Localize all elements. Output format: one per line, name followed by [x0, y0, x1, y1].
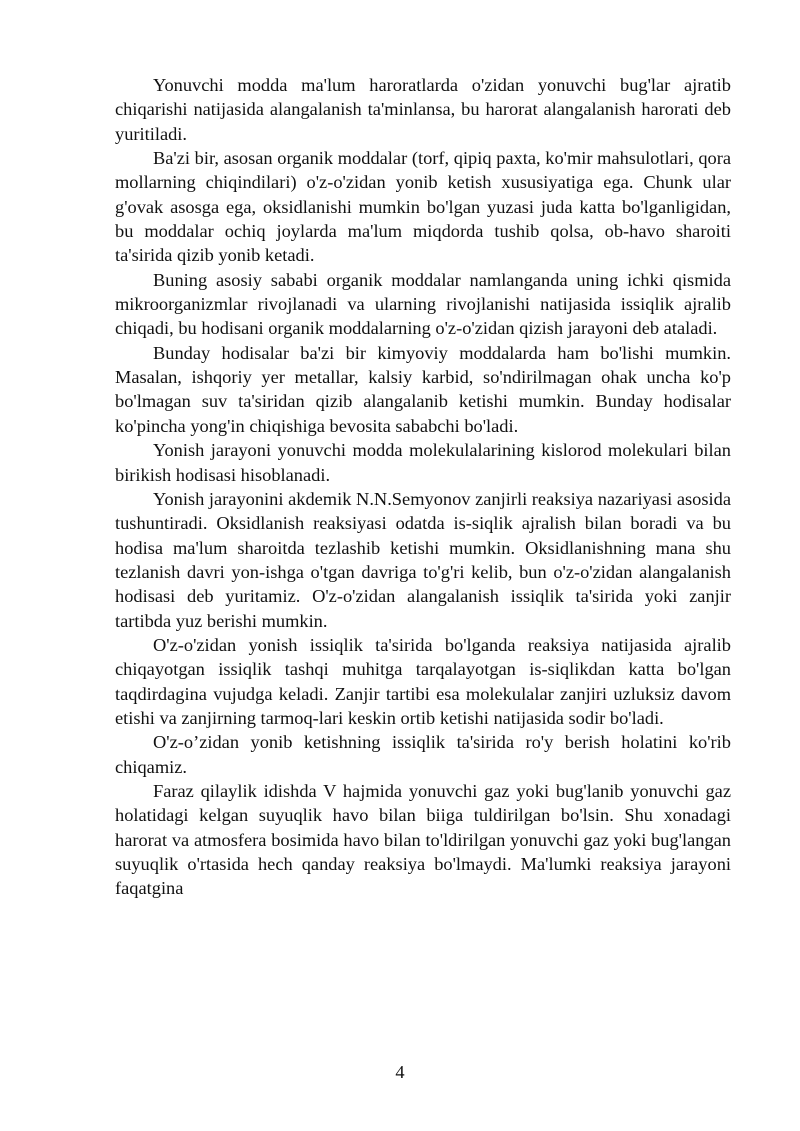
- page-body: [115, 73, 731, 901]
- page-number: 4: [395, 1062, 405, 1082]
- paragraph: Yonish jarayoni yonuvchi modda molekulalarining kislorod molekulari bilan birikish hodisasi hisoblanadi.: [115, 440, 731, 485]
- paragraph: Yonish jarayonini akdemik N.N.Semyonov zanjirli reaksiya nazariyasi asosida tushuntiradi. Oksidlanish reaksiyasi odatda is-siqlik ajralish bilan boradi va bu hodisa ma'lum sharoitda tezlashib ketishi mumkin. Oksidlanishning mana shu tezlanish davri yon-ishga o'tgan davriga to'g'ri kelib, bun o'z-o'zidan alangalanish hodisasi deb yuritamiz. O'z-o'zidan alangalanish issiqlik ta'sirida yoki zanjir tartibda yuz berishi mumkin.: [115, 488, 731, 631]
- paragraph: O'z-o'zidan yonish issiqlik ta'sirida bo'lganda reaksiya natijasida ajralib chiqayotgan issiqlik tashqi muhitga tarqalayotgan is-siqlikdan katta bo'lgan taqdirdagina vujudga keladi. Zanjir tartibi esa molekulalar zanjiri uzluksiz davom etishi va zanjirning tarmoq-lari keskin ortib ketishi natijasida sodir bo'ladi.: [115, 634, 731, 728]
- paragraph: O'z-o’zidan yonib ketishning issiqlik ta'sirida ro'y berish holatini ko'rib chiqamiz.: [115, 732, 731, 777]
- paragraph: Bunday hodisalar ba'zi bir kimyoviy moddalarda ham bo'lishi mumkin. Masalan, ishqoriy yer metallar, kalsiy karbid, so'ndirilmagan ohak uncha ko'p bo'lmagan suv ta'siridan qizib alangalanib ketishi mumkin. Bunday hodisalar ko'pincha yong'in chiqishiga bevosita sababchi bo'ladi.: [115, 342, 731, 436]
- paragraph: Yonuvchi modda ma'lum haroratlarda o'zidan yonuvchi bug'lar ajratib chiqarishi natijasida alangalanish ta'minlansa, bu harorat alangalanish harorati deb yuritiladi.: [115, 75, 731, 144]
- paragraph: Buning asosiy sababi organik moddalar namlanganda uning ichki qismida mikroorganizmlar rivojlanadi va ularning rivojlanishi natijasida issiqlik ajralib chiqadi, bu hodisani organik moddalarning o'z-o'zidan qizish jarayoni deb ataladi.: [115, 269, 731, 339]
- paragraph: Faraz qilaylik idishda V hajmida yonuvchi gaz yoki bug'lanib yonuvchi gaz holatidagi kelgan suyuqlik havo bilan biiga tuldirilgan bo'lsin. Shu xonadagi harorat va atmosfera bosimida havo bilan to'ldirilgan yonuvchi gaz yoki bug'langan suyuqlik o'rtasida hech qanday reaksiya bo'lmaydi. Ma'lumki reaksiya jarayoni faqatgina: [115, 780, 731, 899]
- paragraph: Ba'zi bir, asosan organik moddalar (torf, qipiq paxta, ko'mir mahsulotlari, qora mollarning chiqindilari) o'z-o'zidan yonib ketish xususiyatiga ega. Chunk ular g'ovak asosga ega, oksidlanishi mumkin bo'lgan yuzasi juda katta bo'lganligidan, bu moddalar ochiq joylarda ma'lum miqdorda tushib qolsa, ob-havo sharoiti ta'sirida qizib yonib ketadi.: [115, 148, 731, 266]
